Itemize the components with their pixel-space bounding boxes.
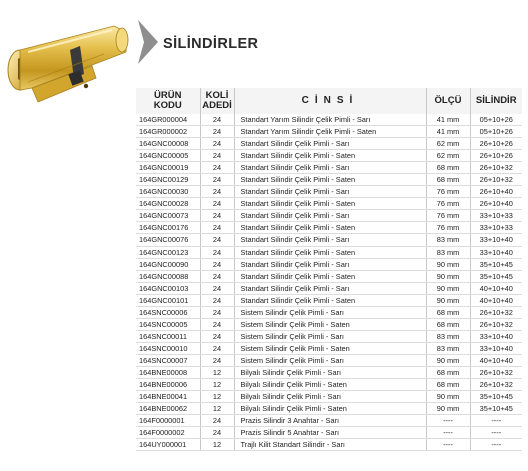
header-urun-kodu-line2: KODU bbox=[153, 100, 182, 111]
description-cell: Standart Silindir Çelik Pimli - Saten bbox=[234, 246, 426, 258]
header-urun-kodu bbox=[136, 88, 200, 114]
koli-count-cell: 24 bbox=[200, 246, 234, 258]
size-cell: 90 mm bbox=[426, 403, 470, 415]
product-code-cell: 164GNC00073 bbox=[136, 210, 200, 222]
table-row bbox=[136, 198, 522, 210]
description-cell: Standart Silindir Çelik Pimli - Sarı bbox=[234, 210, 426, 222]
header-koli-adedi bbox=[200, 88, 234, 114]
header-silindir: SİLİNDİR bbox=[470, 88, 522, 114]
product-code-cell: 164BNE00062 bbox=[136, 403, 200, 415]
koli-count-cell: 24 bbox=[200, 126, 234, 138]
table-row bbox=[136, 318, 522, 330]
table-row bbox=[136, 391, 522, 403]
table-header-row bbox=[136, 88, 522, 114]
koli-count-cell: 24 bbox=[200, 222, 234, 234]
size-cell: 83 mm bbox=[426, 330, 470, 342]
product-code-cell: 164GNC00103 bbox=[136, 282, 200, 294]
description-cell: Trajlı Kilit Standart Silindir - Sarı bbox=[234, 439, 426, 451]
table-row bbox=[136, 210, 522, 222]
cylinder-spec-cell: 26+10+40 bbox=[470, 186, 522, 198]
product-code-cell: 164GNC00123 bbox=[136, 246, 200, 258]
table-row bbox=[136, 222, 522, 234]
cylinder-spec-cell: 33+10+33 bbox=[470, 222, 522, 234]
description-cell: Sistem Silindir Çelik Pimli - Saten bbox=[234, 318, 426, 330]
description-cell: Bilyalı Silindir Çelik Pimli - Sarı bbox=[234, 366, 426, 378]
header-cinsi: CİNSİ bbox=[234, 88, 426, 114]
product-code-cell: 164GNC00090 bbox=[136, 258, 200, 270]
cylinder-spec-cell: 26+10+32 bbox=[470, 306, 522, 318]
table-row bbox=[136, 114, 522, 126]
koli-count-cell: 24 bbox=[200, 318, 234, 330]
table-row bbox=[136, 379, 522, 391]
description-cell: Prazis Silindir 3 Anahtar - Sarı bbox=[234, 415, 426, 427]
header-urun-kodu-line1: ÜRÜN bbox=[154, 90, 182, 101]
description-cell: Standart Silindir Çelik Pimli - Sarı bbox=[234, 162, 426, 174]
description-cell: Bilyalı Silindir Çelik Pimli - Saten bbox=[234, 403, 426, 415]
size-cell: 76 mm bbox=[426, 198, 470, 210]
product-code-cell: 164GNC00101 bbox=[136, 294, 200, 306]
table-row bbox=[136, 306, 522, 318]
description-cell: Bilyalı Silindir Çelik Pimli - Sarı bbox=[234, 391, 426, 403]
size-cell: 68 mm bbox=[426, 162, 470, 174]
description-cell: Prazis Silindir 5 Anahtar - Sarı bbox=[234, 427, 426, 439]
table-row bbox=[136, 174, 522, 186]
description-cell: Sistem Silindir Çelik Pimli - Sarı bbox=[234, 306, 426, 318]
size-cell: ---- bbox=[426, 415, 470, 427]
koli-count-cell: 24 bbox=[200, 162, 234, 174]
koli-count-cell: 12 bbox=[200, 379, 234, 391]
cylinder-spec-cell: ---- bbox=[470, 439, 522, 451]
cylinder-spec-cell: 33+10+40 bbox=[470, 246, 522, 258]
table-row bbox=[136, 403, 522, 415]
cylinder-spec-cell: 05+10+26 bbox=[470, 114, 522, 126]
cylinder-spec-cell: 26+10+32 bbox=[470, 366, 522, 378]
koli-count-cell: 24 bbox=[200, 294, 234, 306]
koli-count-cell: 24 bbox=[200, 427, 234, 439]
cylinder-spec-cell: 35+10+45 bbox=[470, 391, 522, 403]
cylinder-spec-cell: 26+10+32 bbox=[470, 174, 522, 186]
product-code-cell: 164GNC00005 bbox=[136, 150, 200, 162]
description-cell: Sistem Silindir Çelik Pimli - Sarı bbox=[234, 330, 426, 342]
description-cell: Bilyalı Silindir Çelik Pimli - Saten bbox=[234, 379, 426, 391]
table-row bbox=[136, 258, 522, 270]
koli-count-cell: 24 bbox=[200, 174, 234, 186]
product-code-cell: 164GNC00019 bbox=[136, 162, 200, 174]
description-cell: Sistem Silindir Çelik Pimli - Sarı bbox=[234, 354, 426, 366]
size-cell: 68 mm bbox=[426, 366, 470, 378]
size-cell: 62 mm bbox=[426, 138, 470, 150]
table-row bbox=[136, 246, 522, 258]
description-cell: Standart Silindir Çelik Pimli - Sarı bbox=[234, 282, 426, 294]
product-code-cell: 164GNC00008 bbox=[136, 138, 200, 150]
size-cell: 76 mm bbox=[426, 222, 470, 234]
table-row bbox=[136, 150, 522, 162]
table-row bbox=[136, 366, 522, 378]
size-cell: 90 mm bbox=[426, 270, 470, 282]
size-cell: 62 mm bbox=[426, 150, 470, 162]
koli-count-cell: 24 bbox=[200, 330, 234, 342]
cylinder-spec-cell: 05+10+26 bbox=[470, 126, 522, 138]
description-cell: Standart Silindir Çelik Pimli - Saten bbox=[234, 222, 426, 234]
table-row bbox=[136, 294, 522, 306]
header-koli-adedi-line1: KOLİ bbox=[205, 90, 229, 101]
size-cell: 68 mm bbox=[426, 306, 470, 318]
description-cell: Standart Silindir Çelik Pimli - Saten bbox=[234, 294, 426, 306]
size-cell: 90 mm bbox=[426, 391, 470, 403]
product-code-cell: 164SNC00010 bbox=[136, 342, 200, 354]
koli-count-cell: 24 bbox=[200, 270, 234, 282]
koli-count-cell: 24 bbox=[200, 198, 234, 210]
description-cell: Standart Silindir Çelik Pimli - Saten bbox=[234, 270, 426, 282]
koli-count-cell: 24 bbox=[200, 306, 234, 318]
product-code-cell: 164SNC00011 bbox=[136, 330, 200, 342]
koli-count-cell: 24 bbox=[200, 114, 234, 126]
size-cell: 76 mm bbox=[426, 210, 470, 222]
cylinder-spec-cell: 35+10+45 bbox=[470, 258, 522, 270]
cylinder-spec-cell: 40+10+40 bbox=[470, 354, 522, 366]
product-code-cell: 164UY000001 bbox=[136, 439, 200, 451]
table-row bbox=[136, 282, 522, 294]
cylinder-spec-cell: 40+10+40 bbox=[470, 282, 522, 294]
size-cell: 68 mm bbox=[426, 174, 470, 186]
table-row bbox=[136, 427, 522, 439]
product-code-cell: 164GNC00088 bbox=[136, 270, 200, 282]
description-cell: Standart Silindir Çelik Pimli - Saten bbox=[234, 174, 426, 186]
product-code-cell: 164GR000002 bbox=[136, 126, 200, 138]
koli-count-cell: 24 bbox=[200, 282, 234, 294]
product-code-cell: 164SNC00006 bbox=[136, 306, 200, 318]
koli-count-cell: 12 bbox=[200, 403, 234, 415]
koli-count-cell: 24 bbox=[200, 138, 234, 150]
table-row bbox=[136, 126, 522, 138]
cylinder-spec-cell: 33+10+40 bbox=[470, 330, 522, 342]
cylinder-spec-cell: ---- bbox=[470, 427, 522, 439]
koli-count-cell: 12 bbox=[200, 439, 234, 451]
description-cell: Standart Silindir Çelik Pimli - Saten bbox=[234, 198, 426, 210]
size-cell: 90 mm bbox=[426, 282, 470, 294]
header-koli-adedi-line2: ADEDİ bbox=[202, 100, 232, 111]
koli-count-cell: 24 bbox=[200, 258, 234, 270]
product-code-cell: 164GNC00028 bbox=[136, 198, 200, 210]
table-body bbox=[136, 114, 522, 451]
description-cell: Standart Silindir Çelik Pimli - Sarı bbox=[234, 138, 426, 150]
koli-count-cell: 12 bbox=[200, 366, 234, 378]
size-cell: 83 mm bbox=[426, 246, 470, 258]
koli-count-cell: 24 bbox=[200, 342, 234, 354]
product-code-cell: 164SNC00005 bbox=[136, 318, 200, 330]
arrow-icon bbox=[136, 18, 160, 66]
cylinder-spec-cell: 26+10+26 bbox=[470, 138, 522, 150]
product-code-cell: 164BNE00041 bbox=[136, 391, 200, 403]
table-row bbox=[136, 138, 522, 150]
description-cell: Standart Silindir Çelik Pimli - Sarı bbox=[234, 234, 426, 246]
size-cell: 76 mm bbox=[426, 186, 470, 198]
size-cell: 90 mm bbox=[426, 258, 470, 270]
product-code-cell: 164GNC00030 bbox=[136, 186, 200, 198]
cylinder-spec-cell: 33+10+33 bbox=[470, 210, 522, 222]
product-code-cell: 164BNE00006 bbox=[136, 379, 200, 391]
cylinder-spec-cell: 26+10+32 bbox=[470, 379, 522, 391]
product-code-cell: 164F0000001 bbox=[136, 415, 200, 427]
size-cell: 90 mm bbox=[426, 294, 470, 306]
product-code-cell: 164SNC00007 bbox=[136, 354, 200, 366]
koli-count-cell: 12 bbox=[200, 391, 234, 403]
cylinder-spec-cell: 40+10+40 bbox=[470, 294, 522, 306]
cylinder-spec-cell: 35+10+45 bbox=[470, 403, 522, 415]
description-cell: Standart Silindir Çelik Pimli - Saten bbox=[234, 150, 426, 162]
cylinder-spec-cell: 26+10+32 bbox=[470, 318, 522, 330]
koli-count-cell: 24 bbox=[200, 234, 234, 246]
cylinder-spec-cell: 26+10+26 bbox=[470, 150, 522, 162]
cylinder-spec-cell: ---- bbox=[470, 415, 522, 427]
table-row bbox=[136, 270, 522, 282]
description-cell: Sistem Silindir Çelik Pimli - Saten bbox=[234, 342, 426, 354]
product-code-cell: 164GNC00076 bbox=[136, 234, 200, 246]
table-row bbox=[136, 162, 522, 174]
cylinder-spec-cell: 26+10+32 bbox=[470, 162, 522, 174]
koli-count-cell: 24 bbox=[200, 210, 234, 222]
cylinder-spec-cell: 26+10+40 bbox=[470, 198, 522, 210]
size-cell: 83 mm bbox=[426, 342, 470, 354]
cylinder-spec-cell: 33+10+40 bbox=[470, 342, 522, 354]
product-code-cell: 164BNE00008 bbox=[136, 366, 200, 378]
table-row bbox=[136, 234, 522, 246]
product-code-cell: 164F0000002 bbox=[136, 427, 200, 439]
product-code-cell: 164GR000004 bbox=[136, 114, 200, 126]
cylinder-spec-cell: 35+10+45 bbox=[470, 270, 522, 282]
size-cell: 90 mm bbox=[426, 354, 470, 366]
product-table bbox=[136, 88, 522, 451]
size-cell: 83 mm bbox=[426, 234, 470, 246]
size-cell: 68 mm bbox=[426, 379, 470, 391]
cylinder-spec-cell: 33+10+40 bbox=[470, 234, 522, 246]
size-cell: ---- bbox=[426, 427, 470, 439]
size-cell: 68 mm bbox=[426, 318, 470, 330]
koli-count-cell: 24 bbox=[200, 186, 234, 198]
description-cell: Standart Silindir Çelik Pimli - Sarı bbox=[234, 186, 426, 198]
cylinder-lock-image bbox=[4, 8, 134, 108]
description-cell: Standart Yarım Silindir Çelik Pimli - Sarı bbox=[234, 114, 426, 126]
header-olcu: ÖLÇÜ bbox=[426, 88, 470, 114]
table-row bbox=[136, 330, 522, 342]
description-cell: Standart Silindir Çelik Pimli - Sarı bbox=[234, 258, 426, 270]
description-cell: Standart Yarım Silindir Çelik Pimli - Saten bbox=[234, 126, 426, 138]
table-row bbox=[136, 439, 522, 451]
table-row bbox=[136, 342, 522, 354]
size-cell: 41 mm bbox=[426, 126, 470, 138]
koli-count-cell: 24 bbox=[200, 150, 234, 162]
table-row bbox=[136, 354, 522, 366]
product-code-cell: 164GNC00176 bbox=[136, 222, 200, 234]
koli-count-cell: 24 bbox=[200, 354, 234, 366]
table-row bbox=[136, 415, 522, 427]
size-cell: 41 mm bbox=[426, 114, 470, 126]
table-row bbox=[136, 186, 522, 198]
page-title: SİLİNDİRLER bbox=[163, 36, 259, 52]
size-cell: ---- bbox=[426, 439, 470, 451]
product-code-cell: 164GNC00129 bbox=[136, 174, 200, 186]
koli-count-cell: 24 bbox=[200, 415, 234, 427]
